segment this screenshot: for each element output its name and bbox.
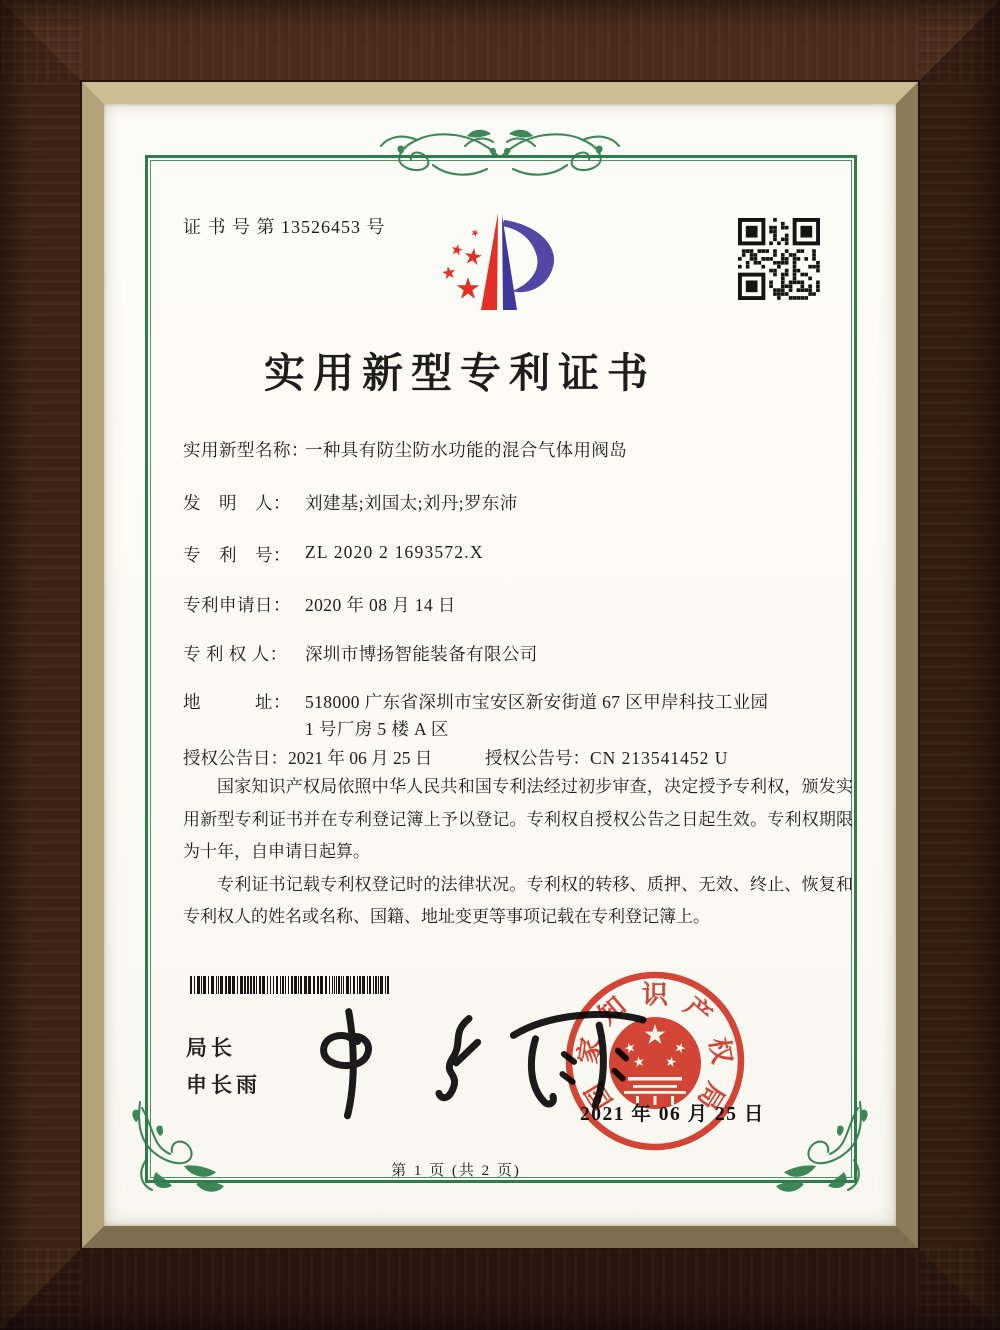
cnipa-logo-icon	[435, 200, 565, 315]
officer-block	[186, 1030, 261, 1104]
grant-no-value: CN 213541452 U	[590, 748, 729, 768]
field-label: 专 利 权 人：	[183, 644, 288, 664]
field-row-address	[183, 689, 859, 743]
gold-lip	[82, 82, 918, 1248]
svg-text:知: 知	[592, 991, 632, 1031]
field-label: 专 利 号：	[183, 545, 291, 565]
corner-flourish-right	[774, 1088, 874, 1198]
grant-date-label: 授权公告日：	[183, 748, 288, 768]
certificate-paper	[104, 104, 896, 1226]
svg-text:国: 国	[579, 1077, 619, 1115]
field-label: 地 址：	[183, 692, 291, 712]
field-row-patent-no	[183, 542, 859, 567]
svg-text:家: 家	[573, 1035, 607, 1066]
field-row-grant	[183, 745, 859, 770]
legal-paragraph-1: 国家知识产权局依照中华人民共和国专利法经过初步审查，决定授予专利权，颁发实用新型专利证书并在专利登记簿上予以登记。专利权自授权公告之日起生效。专利权期限为十年，自申请日起算。	[183, 777, 853, 861]
barcode	[190, 976, 394, 994]
field-label: 实用新型名称：	[183, 440, 309, 460]
field-row-filing-date	[183, 592, 859, 617]
svg-text:权: 权	[703, 1035, 737, 1066]
qr-code	[738, 218, 820, 300]
seal-date: 2021 年 06 月 25 日	[580, 1104, 765, 1125]
field-row-inventors	[183, 490, 859, 515]
legal-paragraph-2: 专利证书记载专利权登记时的法律状况。专利权的转移、质押、无效、终止、恢复和专利权人的姓名或名称、国籍、地址变更等事项记载在专利登记簿上。	[183, 874, 853, 926]
corner-flourish-left	[126, 1088, 226, 1198]
dragon-ornament	[373, 124, 627, 184]
certificate-title: 实用新型专利证书	[264, 350, 656, 396]
field-value: 2020 年 08 月 14 日	[305, 595, 456, 615]
page-footer: 第 1 页 (共 2 页)	[391, 1163, 521, 1179]
officer-title: 局长	[186, 1037, 236, 1060]
field-label: 专利申请日：	[183, 595, 291, 615]
field-row-patentee	[183, 641, 859, 666]
field-row-name	[183, 437, 859, 462]
frame-inner	[82, 82, 918, 1248]
field-value: 518000 广东省深圳市宝安区新安街道 67 区甲岸科技工业园 1 号厂房 5 楼 A 区	[305, 692, 769, 739]
legal-text	[183, 771, 853, 934]
official-seal	[560, 966, 750, 1156]
grant-no-label: 授权公告号：	[485, 748, 590, 768]
officer-name: 申长雨	[186, 1074, 261, 1097]
field-value: 深圳市博扬智能装备有限公司	[305, 644, 538, 664]
svg-text:产: 产	[678, 991, 718, 1031]
svg-text:局: 局	[691, 1077, 731, 1115]
field-value: 刘建基;刘国太;刘丹;罗东沛	[305, 493, 518, 513]
national-emblem	[609, 1017, 701, 1109]
field-value: 一种具有防尘防水功能的混合气体用阀岛	[305, 440, 628, 460]
certificate-number: 证 书 号 第 13526453 号	[183, 217, 386, 237]
svg-text:识: 识	[641, 980, 669, 1010]
grant-date-value: 2021 年 06 月 25 日	[288, 748, 433, 768]
field-value: ZL 2020 2 1693572.X	[305, 542, 484, 562]
field-label: 发 明 人：	[183, 493, 291, 513]
